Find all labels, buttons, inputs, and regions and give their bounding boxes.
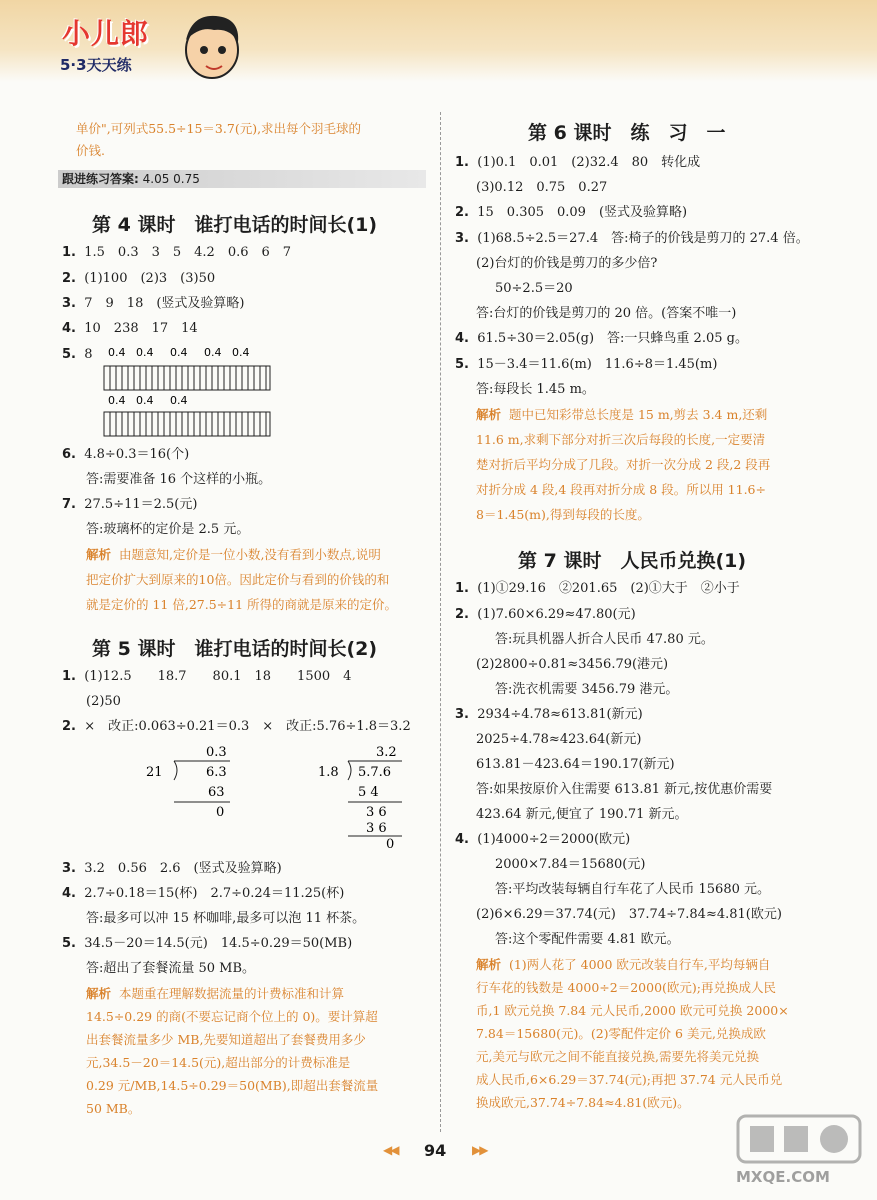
svg-text:6.3: 6.3 bbox=[206, 765, 227, 780]
long-division-2 bbox=[312, 742, 422, 852]
bar-label: 0.4 bbox=[108, 346, 126, 359]
note-3-line-4: 对折分成 4 段,4 段再对折分成 8 段。所以用 11.6÷ bbox=[476, 482, 766, 497]
r7-item-2: 2. (1)7.60×6.29≈47.80(元) bbox=[455, 607, 636, 622]
follow-label: 跟进练习答案: bbox=[62, 172, 139, 186]
note-1-line-1: 解析 由题意知,定价是一位小数,没有看到小数点,说明 bbox=[86, 547, 381, 562]
svg-text:5 4: 5 4 bbox=[358, 785, 379, 800]
l4-item-5: 5. 8 bbox=[62, 347, 93, 362]
svg-text:63: 63 bbox=[208, 785, 225, 800]
svg-text:21: 21 bbox=[146, 765, 163, 780]
bar-label: 0.4 bbox=[170, 394, 188, 407]
note-3-line-1: 解析 题中已知彩带总长度是 15 m,剪去 3.4 m,还剩 bbox=[476, 407, 768, 422]
logo-subtitle: 5·3天天练 bbox=[60, 56, 132, 74]
note-3-line-3: 楚对折后平均分成了几段。对折一次分成 2 段,2 段再 bbox=[476, 457, 771, 472]
logo-title: 小儿郎 bbox=[62, 17, 150, 50]
r6-item-5: 5. 15－3.4＝11.6(m) 11.6÷8＝1.45(m) bbox=[455, 357, 718, 372]
lesson-7-title: 第 7 课时 人民币兑换(1) bbox=[518, 550, 747, 572]
l4-item-4: 4. 10 238 17 14 bbox=[62, 321, 198, 336]
l5-item-4-answer: 答:最多可以冲 15 杯咖啡,最多可以泡 11 杯茶。 bbox=[86, 911, 366, 926]
note-1-line-2: 把定价扩大到原来的10倍。因此定价与看到的价钱的和 bbox=[86, 572, 390, 587]
l4-item-6-answer: 答:需要准备 16 个这样的小瓶。 bbox=[86, 472, 272, 487]
r7-item-2b: (2)2800÷0.81≈3456.79(港元) bbox=[476, 657, 669, 672]
note-2-line-5: 0.29 元/MB,14.5÷0.29＝50(MB),即超出套餐流量 bbox=[86, 1078, 379, 1093]
r7-item-4d: (2)6×6.29＝37.74(元) 37.74÷7.84≈4.81(欧元) bbox=[476, 907, 782, 922]
l4-item-7: 7. 27.5÷11＝2.5(元) bbox=[62, 497, 198, 512]
mascot-icon bbox=[170, 10, 250, 88]
r7-item-3e: 423.64 新元,便宜了 190.71 新元。 bbox=[476, 807, 688, 822]
note-2-line-6: 50 MB。 bbox=[86, 1101, 141, 1116]
l4-item-2: 2. (1)100 (2)3 (3)50 bbox=[62, 271, 216, 286]
note-4-line-5: 元,美元与欧元之间不能直接兑换,需要先将美元兑换 bbox=[476, 1049, 759, 1064]
bar-label: 0.4 bbox=[232, 346, 250, 359]
l4-item-3: 3. 7 9 18 (竖式及验算略) bbox=[62, 296, 245, 311]
l5-item-1b: (2)50 bbox=[86, 694, 121, 709]
r6-item-3c: 50÷2.5＝20 bbox=[495, 281, 573, 296]
watermark-logo bbox=[736, 1110, 864, 1192]
note-4-line-1: 解析 (1)两人花了 4000 欧元改装自行车,平均每辆自 bbox=[476, 957, 771, 972]
r7-item-3b: 2025÷4.78≈423.64(新元) bbox=[476, 732, 642, 747]
r7-item-2c: 答:洗衣机需要 3456.79 港元。 bbox=[495, 682, 679, 697]
follow-up-answers bbox=[58, 170, 426, 188]
bar-label: 0.4 bbox=[108, 394, 126, 407]
r7-item-3: 3. 2934÷4.78≈613.81(新元) bbox=[455, 707, 643, 722]
svg-text:3 6: 3 6 bbox=[366, 805, 387, 820]
note-4-line-7: 换成欧元,37.74÷7.84≈4.81(欧元)。 bbox=[476, 1095, 690, 1110]
logo bbox=[52, 10, 202, 78]
intro-line-1: 单价",可列式55.5÷15＝3.7(元),求出每个羽毛球的 bbox=[76, 121, 362, 136]
svg-text:0.3: 0.3 bbox=[206, 745, 227, 760]
r6-item-3d: 答:台灯的价钱是剪刀的 20 倍。(答案不唯一) bbox=[476, 306, 737, 321]
note-3-line-5: 8＝1.45(m),得到每段的长度。 bbox=[476, 507, 650, 522]
page-number: 94 bbox=[424, 1141, 447, 1160]
l5-item-4: 4. 2.7÷0.18＝15(杯) 2.7÷0.24＝11.25(杯) bbox=[62, 886, 345, 901]
note-4-line-6: 成人民币,6×6.29＝37.74(元);再把 37.74 元人民币兑 bbox=[476, 1072, 783, 1087]
column-divider bbox=[440, 112, 441, 1132]
l5-item-1: 1. (1)12.5 18.7 80.1 18 1500 4 bbox=[62, 669, 352, 684]
r6-item-1b: (3)0.12 0.75 0.27 bbox=[476, 180, 608, 195]
note-2-line-3: 出套餐流量多少 MB,先要知道超出了套餐费用多少 bbox=[86, 1032, 366, 1047]
intro-line-2: 价钱. bbox=[76, 143, 105, 158]
r7-item-2a: 答:玩具机器人折合人民币 47.80 元。 bbox=[495, 632, 714, 647]
l5-item-2: 2. × 改正:0.063÷0.21＝0.3 × 改正:5.76÷1.8＝3.2 bbox=[62, 719, 411, 734]
follow-value: 4.05 0.75 bbox=[142, 172, 200, 186]
r7-item-4c: 答:平均改装每辆自行车花了人民币 15680 元。 bbox=[495, 882, 770, 897]
bar-label: 0.4 bbox=[204, 346, 222, 359]
l4-item-6: 6. 4.8÷0.3＝16(个) bbox=[62, 447, 190, 462]
prev-arrows-icon: ◀◀ bbox=[383, 1143, 398, 1157]
note-1-line-3: 就是定价的 11 倍,27.5÷11 所得的商就是原来的定价。 bbox=[86, 597, 398, 612]
note-2-line-4: 元,34.5－20＝14.5(元),超出部分的计费标准是 bbox=[86, 1055, 351, 1070]
r6-item-1: 1. (1)0.1 0.01 (2)32.4 80 转化成 bbox=[455, 155, 701, 170]
r7-item-4: 4. (1)4000÷2＝2000(欧元) bbox=[455, 832, 631, 847]
svg-text:3 6: 3 6 bbox=[366, 821, 387, 836]
lesson-5-title: 第 5 课时 谁打电话的时间长(2) bbox=[92, 638, 378, 660]
note-2-line-1: 解析 本题重在理解数据流量的计费标准和计算 bbox=[86, 986, 344, 1001]
svg-text:0: 0 bbox=[386, 837, 395, 852]
svg-text:0: 0 bbox=[216, 805, 225, 820]
bar-label: 0.4 bbox=[136, 346, 154, 359]
l5-item-5: 5. 34.5－20＝14.5(元) 14.5÷0.29＝50(MB) bbox=[62, 936, 353, 951]
note-3-line-2: 11.6 m,求剩下部分对折三次后每段的长度,一定要清 bbox=[476, 432, 766, 447]
lesson-4-title: 第 4 课时 谁打电话的时间长(1) bbox=[92, 214, 378, 236]
r6-item-3b: (2)台灯的价钱是剪刀的多少倍? bbox=[476, 256, 658, 271]
long-division-1 bbox=[130, 742, 240, 822]
bar-diagram bbox=[100, 344, 280, 444]
r7-item-4b: 2000×7.84＝15680(元) bbox=[495, 857, 646, 872]
watermark-site: MXQE.COM bbox=[736, 1168, 830, 1186]
watermark-icon bbox=[736, 1110, 864, 1166]
note-4-line-4: 7.84＝15680(元)。(2)零配件定价 6 美元,兑换成欧 bbox=[476, 1026, 766, 1041]
svg-text:5.7.6: 5.7.6 bbox=[358, 765, 392, 780]
lesson-6-title: 第 6 课时 练 习 一 bbox=[528, 122, 726, 144]
r6-item-5-answer: 答:每段长 1.45 m。 bbox=[476, 382, 595, 397]
bar-label: 0.4 bbox=[170, 346, 188, 359]
r7-item-4e: 答:这个零配件需要 4.81 欧元。 bbox=[495, 932, 680, 947]
r6-item-4: 4. 61.5÷30＝2.05(g) 答:一只蜂鸟重 2.05 g。 bbox=[455, 331, 748, 346]
next-arrows-icon: ▶▶ bbox=[472, 1143, 487, 1157]
note-4-line-2: 行车花的钱数是 4000÷2＝2000(欧元);再兑换成人民 bbox=[476, 980, 776, 995]
l5-item-5-answer: 答:超出了套餐流量 50 MB。 bbox=[86, 961, 256, 976]
l4-item-1: 1. 1.5 0.3 3 5 4.2 0.6 6 7 bbox=[62, 245, 292, 260]
r6-item-3: 3. (1)68.5÷2.5＝27.4 答:椅子的价钱是剪刀的 27.4 倍。 bbox=[455, 231, 809, 246]
note-4-line-3: 币,1 欧元兑换 7.84 元人民币,2000 欧元可兑换 2000× bbox=[476, 1003, 789, 1018]
r7-item-3c: 613.81－423.64＝190.17(新元) bbox=[476, 757, 675, 772]
r7-item-3d: 答:如果按原价入住需要 613.81 新元,按优惠价需要 bbox=[476, 782, 773, 797]
r7-item-1: 1. (1)①29.16 ②201.65 (2)①大于 ②小于 bbox=[455, 581, 740, 596]
bar-label: 0.4 bbox=[136, 394, 154, 407]
svg-text:1.8: 1.8 bbox=[318, 765, 339, 780]
note-2-line-2: 14.5÷0.29 的商(不要忘记商个位上的 0)。要计算超 bbox=[86, 1009, 378, 1024]
r6-item-2: 2. 15 0.305 0.09 (竖式及验算略) bbox=[455, 205, 688, 220]
svg-text:3.2: 3.2 bbox=[376, 745, 397, 760]
l4-item-7-answer: 答:玻璃杯的定价是 2.5 元。 bbox=[86, 522, 250, 537]
l5-item-3: 3. 3.2 0.56 2.6 (竖式及验算略) bbox=[62, 861, 282, 876]
